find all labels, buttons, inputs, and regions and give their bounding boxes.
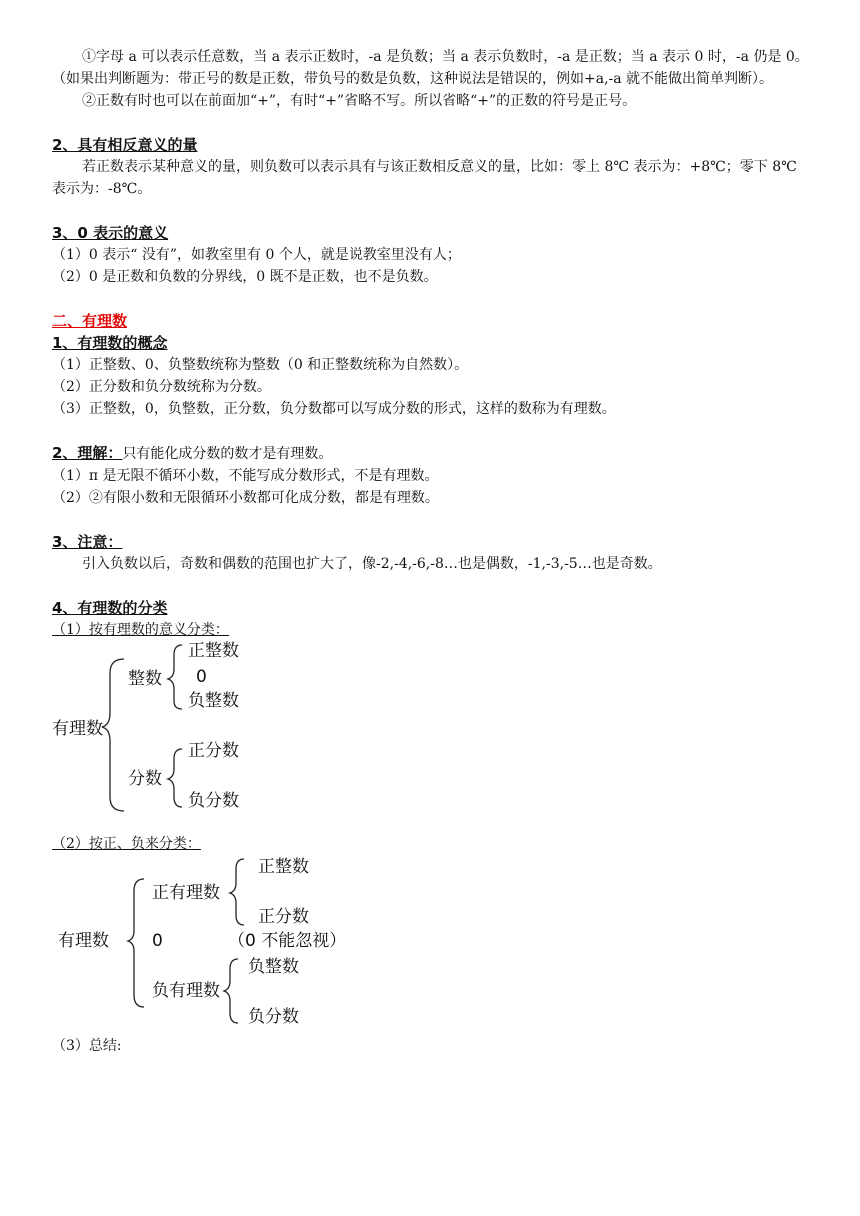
tree2-root-brace <box>128 879 144 1007</box>
tree1-root: 有理数 <box>52 719 103 739</box>
section-heading-concept: 1、有理数的概念 <box>52 334 168 352</box>
tree1-fraction: 分数 <box>128 769 162 789</box>
zero-meaning-item-2: （2）0 是正数和负数的分界线，0 既不是正数，也不是负数。 <box>52 269 438 285</box>
understand-item-2: （2）②有限小数和无限循环小数都可化成分数，都是有理数。 <box>52 490 439 506</box>
zero-meaning-item-1: （1）0 表示“ 没有”，如教室里有 0 个人，就是说教室里没有人； <box>52 247 461 263</box>
section-heading-opposite-quantities: 2、具有相反意义的量 <box>52 136 198 154</box>
tree2-positive: 正有理数 <box>152 883 220 903</box>
classification-by-meaning-label: （1）按有理数的意义分类： <box>52 622 229 638</box>
concept-item-1: （1）正整数、0、负整数统称为整数（0 和正整数统称为自然数）。 <box>52 357 469 373</box>
tree2-zero: 0 <box>152 931 163 951</box>
tree1-zero: 0 <box>196 667 207 687</box>
tree1-integer-brace <box>168 645 182 709</box>
tree2-positive-integer: 正整数 <box>258 857 309 877</box>
summary-label: （3）总结: <box>52 1038 122 1054</box>
classification-tree-by-meaning <box>52 641 810 833</box>
understand-line <box>52 442 810 465</box>
tree1-negative-fraction: 负分数 <box>188 791 239 811</box>
tree1-negative-integer: 负整数 <box>188 691 239 711</box>
tree1-positive-integer: 正整数 <box>188 641 239 661</box>
tree2-negative-fraction: 负分数 <box>248 1007 299 1027</box>
opposite-quantities-text: 若正数表示某种意义的量，则负数可以表示具有与该正数相反意义的量，比如：零上 8℃ 表示为：+8℃；零下 8℃表示为：-8℃。 <box>52 159 797 197</box>
part-heading-rational-numbers: 二、有理数 <box>52 312 128 330</box>
understand-text: 只有能化成分数的数才是有理数。 <box>122 446 333 462</box>
tree2-negative-integer: 负整数 <box>248 957 299 977</box>
section-heading-zero-meaning: 3、0 表示的意义 <box>52 224 169 242</box>
concept-item-3: （3）正整数，0，负整数，正分数，负分数都可以写成分数的形式，这样的数称为有理数。 <box>52 401 616 417</box>
tree1-integer: 整数 <box>128 669 162 689</box>
classification-tree-by-sign <box>52 855 810 1035</box>
tree2-zero-note: （0 不能忽视） <box>228 931 347 951</box>
tree2-positive-brace <box>230 859 244 925</box>
section-heading-classification: 4、有理数的分类 <box>52 599 168 617</box>
tree1-positive-fraction: 正分数 <box>188 741 239 761</box>
section-heading-understand: 2、理解： <box>52 444 123 462</box>
tree2-negative: 负有理数 <box>152 981 220 1001</box>
concept-item-2: （2）正分数和负分数统称为分数。 <box>52 379 271 395</box>
note-text: 引入负数以后，奇数和偶数的范围也扩大了，像-2,-4,-6,-8…也是偶数，-1,-3,-5…也是奇数。 <box>82 556 662 572</box>
understand-item-1: （1）π 是无限不循环小数，不能写成分数形式，不是有理数。 <box>52 468 439 484</box>
tree2-positive-fraction: 正分数 <box>258 907 309 927</box>
document-page <box>52 46 810 1057</box>
tree2-negative-brace <box>224 959 238 1023</box>
tree1-fraction-brace <box>168 749 182 807</box>
section-heading-note: 3、注意： <box>52 533 123 551</box>
intro-paragraph-1: ①字母 a 可以表示任意数，当 a 表示正数时，-a 是负数；当 a 表示负数时，-a 是正数；当 a 表示 0 时，-a 仍是 0。（如果出判断题为：带正号的数是正数，带负号的数是负数，这种说法是错误的，例如+a,-a 就不能做出简单判断）。 <box>52 49 809 87</box>
classification-by-sign-label: （2）按正、负来分类： <box>52 836 201 852</box>
tree1-root-brace <box>102 659 124 811</box>
tree2-root: 有理数 <box>58 931 109 951</box>
intro-paragraph-2: ②正数有时也可以在前面加“+”，有时“+”省略不写。所以省略“+”的正数的符号是正号。 <box>82 93 637 109</box>
